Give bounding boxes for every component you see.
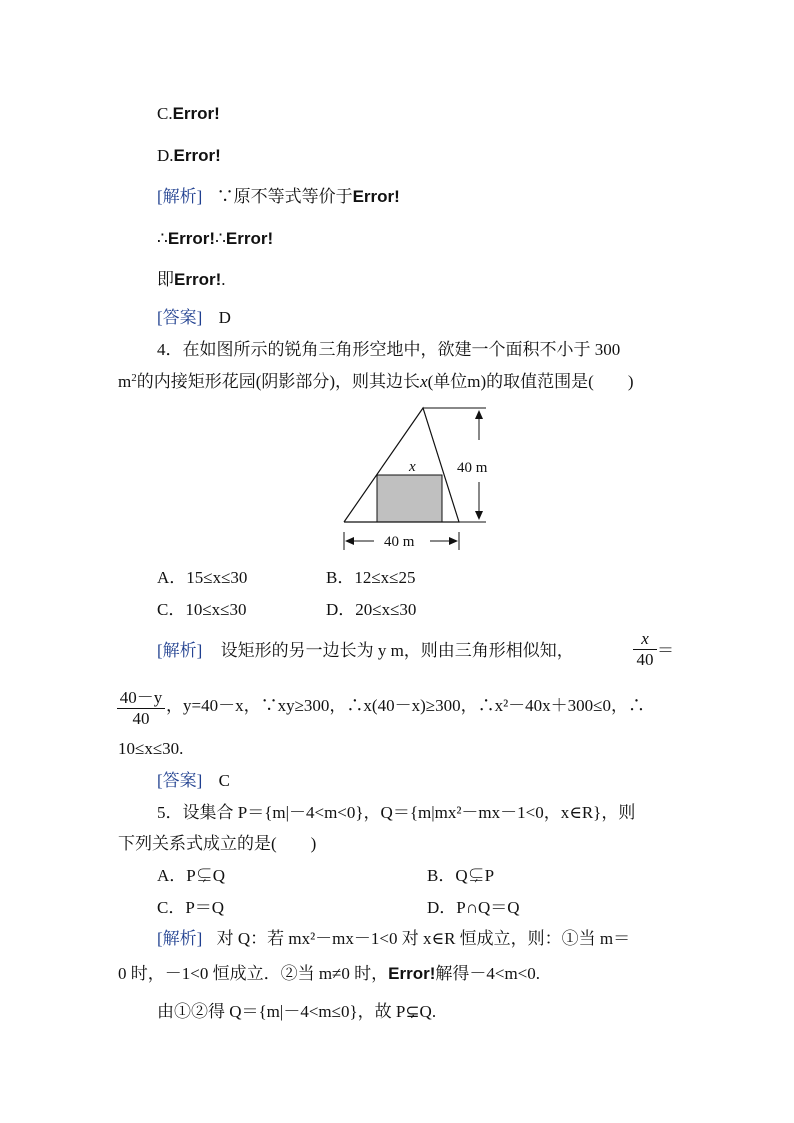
q4-stem-3: (单位m)的取值范围是( ) — [427, 372, 634, 391]
analysis-text: ∵原不等式等价于 — [216, 187, 353, 206]
q4-stem-1: 4．在如图所示的锐角三角形空地中，欲建一个面积不小于 300 — [157, 340, 621, 359]
q5-option-d: D．P∩Q＝Q — [427, 898, 520, 917]
q4-stem-x: x — [420, 372, 428, 391]
answer-line-1 — [157, 308, 231, 328]
q5-option-a: A．P⊊Q — [157, 866, 226, 885]
q5-analysis-text-2b: 解得－4<m<0. — [435, 964, 541, 983]
option-c-line — [157, 104, 220, 124]
answer-value: D — [218, 308, 231, 327]
option-d-label: D. — [157, 146, 174, 165]
q5-option-c: C．P＝Q — [157, 898, 225, 917]
q4-analysis-line-3: 10≤x≤30. — [118, 739, 184, 758]
triangle-figure — [330, 400, 500, 560]
ji-end: . — [221, 270, 226, 289]
q5-analysis-error: Error! — [388, 964, 436, 983]
q4-analysis-tag: [解析] — [157, 641, 203, 660]
q4-analysis-line-2: ，y=40－x，∵xy≥300，∴x(40－x)≥300，∴x²－40x＋300≤0，∴ — [166, 696, 645, 715]
answer-tag: [答案] — [157, 308, 203, 327]
base-arrowhead-right — [449, 537, 458, 545]
q4-analysis-text: 设矩形的另一边长为 y m，则由三角形相似知， — [220, 641, 574, 660]
analysis-error: Error! — [352, 187, 400, 206]
therefore-symbol-2: ∴ — [215, 229, 226, 248]
q4-stem-2: 的内接矩形花园(阴影部分)，则其边长 — [136, 372, 421, 391]
option-d-error: Error! — [173, 146, 221, 165]
ji-line — [157, 270, 225, 290]
q4-answer-value: C — [218, 771, 230, 790]
q4-option-d: D．20≤x≤30 — [326, 600, 417, 619]
height-arrowhead-down — [475, 511, 483, 520]
q4-stem-line-1 — [157, 340, 620, 360]
option-c-error: Error! — [172, 104, 220, 123]
figure-label-x: x — [409, 459, 416, 475]
q5-stem-line-1: 5．设集合 P＝{m|－4<m<0}，Q＝{m|mx²－mx－1<0，x∈R}，则 — [157, 803, 636, 822]
q5-analysis-line-2 — [118, 964, 540, 984]
q5-analysis-tag: [解析] — [157, 929, 203, 948]
option-c-label: C. — [157, 104, 173, 123]
base-arrowhead-left — [345, 537, 354, 545]
q4-option-a: A．15≤x≤30 — [157, 568, 248, 587]
therefore-symbol: ∴ — [157, 229, 168, 248]
height-arrowhead-up — [475, 410, 483, 419]
therefore-error-2: Error! — [225, 229, 274, 248]
q4-option-b: B．12≤x≤25 — [326, 568, 416, 587]
q4-fraction-2 — [117, 683, 165, 729]
shaded-rectangle — [377, 475, 442, 522]
therefore-line — [157, 229, 273, 249]
figure-label-base: 40 m — [384, 534, 415, 550]
q5-stem-line-2: 下列关系式成立的是( ) — [118, 834, 317, 853]
q4-answer-tag: [答案] — [157, 771, 203, 790]
ji-text: 即 — [157, 270, 174, 289]
q5-analysis-line-3: 由①②得 Q＝{m|－4<m≤0}，故 P⊊Q. — [157, 1002, 437, 1021]
q4-fraction-1 — [633, 629, 657, 670]
q4-option-c: C．10≤x≤30 — [157, 600, 247, 619]
q4-stem-sup: 2 — [131, 372, 137, 384]
q5-option-b: B．Q⊊P — [427, 866, 495, 885]
analysis-line-1 — [157, 187, 400, 207]
q4-answer-line — [157, 771, 230, 791]
analysis-tag: [解析] — [157, 187, 203, 206]
q5-analysis-text-2a: 0 时，－1<0 恒成立．②当 m≠0 时， — [118, 964, 389, 983]
therefore-error-1: Error! — [167, 229, 216, 248]
q4-stem-line-2 — [118, 372, 633, 392]
figure-label-height: 40 m — [457, 460, 488, 476]
q5-analysis-line-1 — [157, 929, 630, 949]
q4-frac1-denominator: 40 — [633, 649, 657, 670]
option-d-line — [157, 146, 221, 166]
q4-frac1-numerator: x — [641, 629, 649, 648]
q4-frac2-numerator: 40－y — [119, 688, 163, 707]
q5-analysis-text-1: 对 Q：若 mx²－mx－1<0 对 x∈R 恒成立，则：①当 m＝ — [216, 929, 631, 948]
ji-error: Error! — [174, 270, 222, 289]
q4-stem-m: m — [118, 372, 132, 391]
q4-frac2-denominator: 40 — [117, 708, 165, 729]
q4-analysis-line-1 — [157, 641, 574, 661]
q4-frac1-equals: ＝ — [657, 641, 674, 660]
